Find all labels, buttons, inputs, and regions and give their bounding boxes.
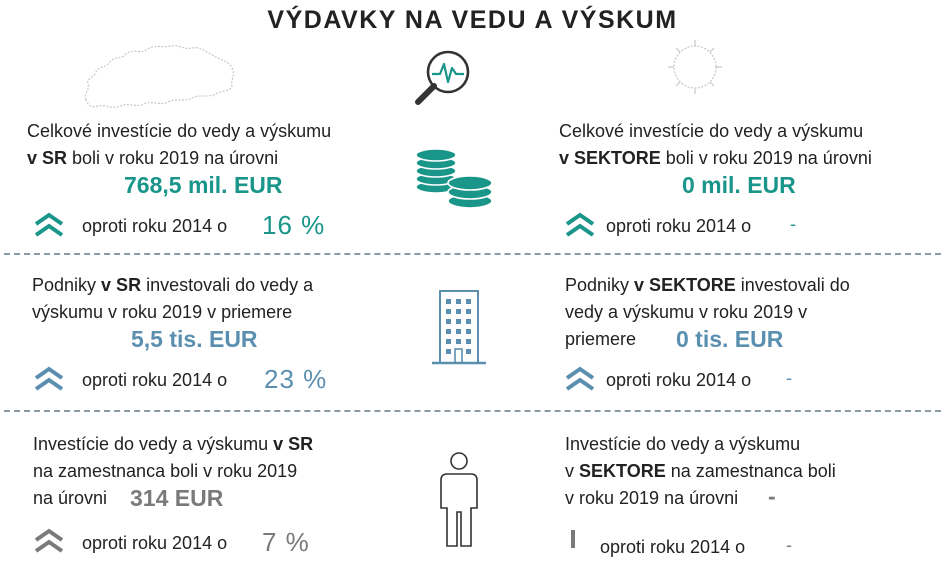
row2-left-compare-label: oproti roku 2014 o xyxy=(82,370,228,390)
row1-left-value: 768,5 mil. EUR xyxy=(124,172,283,198)
row2-left-change: 23 % xyxy=(264,364,328,394)
row1-right-change: - xyxy=(790,214,796,234)
row3-right-change: - xyxy=(786,535,792,555)
row2-left-value: 5,5 tis. EUR xyxy=(131,326,258,352)
row3-left-value: 314 EUR xyxy=(130,485,224,511)
row2-right-value: 0 tis. EUR xyxy=(676,326,784,352)
row1-right-compare-label: oproti roku 2014 o xyxy=(606,216,752,236)
magnifier-chart-icon xyxy=(410,46,476,110)
row1-right-value: 0 mil. EUR xyxy=(682,172,796,198)
row3-right-value: - xyxy=(768,483,776,509)
row3-left-compare-label: oproti roku 2014 o xyxy=(82,533,228,553)
row3-left-change: 7 % xyxy=(262,527,310,557)
row2-right-text-line3: priemere xyxy=(565,329,637,349)
double-chevron-up-icon xyxy=(32,528,66,554)
coins-icon xyxy=(410,143,502,213)
slovakia-map-icon xyxy=(80,38,240,113)
building-icon xyxy=(430,287,488,367)
row2-right-compare-label: oproti roku 2014 o xyxy=(606,370,752,390)
row1-right-text-line1: Celkové investície do vedy a výskumu xyxy=(559,121,864,141)
row1-left-change: 16 % xyxy=(262,210,326,240)
row2-right-text-line1: Podniky v SEKTORE investovali do xyxy=(565,275,850,295)
row1-left-text-line2: v SR boli v roku 2019 na úrovni xyxy=(27,148,279,168)
row-separator-1 xyxy=(4,253,941,255)
row2-left-text-line1: Podniky v SR investovali do vedy a xyxy=(32,275,314,295)
double-chevron-up-icon xyxy=(563,366,597,392)
row-separator-2 xyxy=(4,410,941,412)
trend-bar-icon xyxy=(570,530,576,548)
gear-icon xyxy=(664,36,726,98)
row1-left-text-line1: Celkové investície do vedy a výskumu xyxy=(27,121,332,141)
double-chevron-up-icon xyxy=(32,366,66,392)
row3-right-text-line3: v roku 2019 na úrovni xyxy=(565,488,739,508)
row3-left-text-line3: na úrovni xyxy=(33,488,108,508)
page-title: VÝDAVKY NA VEDU A VÝSKUM xyxy=(267,6,678,34)
row2-left-text-line2: výskumu v roku 2019 v priemere xyxy=(32,302,293,322)
row1-right-text-line2: v SEKTORE boli v roku 2019 na úrovni xyxy=(559,148,872,168)
row3-right-text-line1: Investície do vedy a výskumu xyxy=(565,434,801,454)
row1-left-compare-label: oproti roku 2014 o xyxy=(82,216,228,236)
row2-right-text-line2: vedy a výskumu v roku 2019 v xyxy=(565,302,808,322)
row2-right-change: - xyxy=(786,368,792,388)
person-icon xyxy=(437,450,481,550)
row3-right-text-line2: v SEKTORE na zamestnanca boli xyxy=(565,461,836,481)
row3-left-text-line2: na zamestnanca boli v roku 2019 xyxy=(33,461,298,481)
row3-left-text-line1: Investície do vedy a výskumu v SR xyxy=(33,434,314,454)
double-chevron-up-icon xyxy=(563,212,597,238)
row3-right-compare-label: oproti roku 2014 o xyxy=(600,537,746,557)
double-chevron-up-icon xyxy=(32,212,66,238)
